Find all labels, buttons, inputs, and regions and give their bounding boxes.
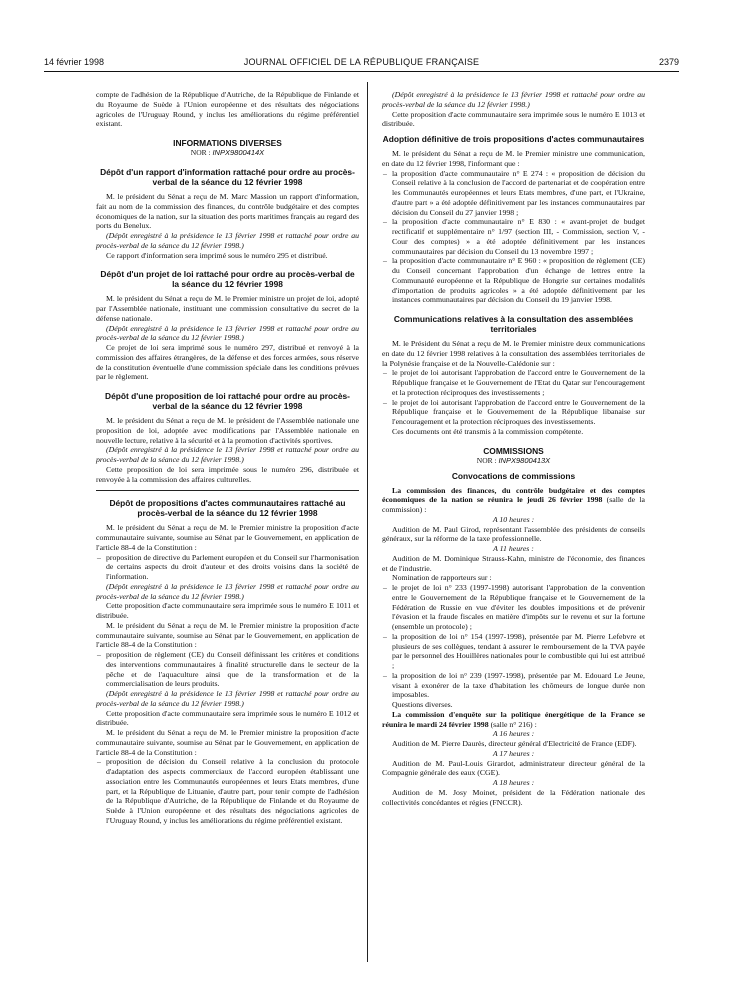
commission-finances-room: (salle de la commission) : bbox=[382, 495, 645, 514]
rapport-paragraph: M. le président du Sénat a reçu de M. Marc Massion un rapport d'information, fait au nom de la commission des finances, du contrôle budgétaire et des comptes économiques de la nation, sur la situation des ports maritimes français au regard des ports du Benelux. bbox=[96, 192, 359, 231]
acte-2-depot-note: (Dépôt enregistré à la présidence le 13 février 1998 et rattaché pour ordre au procès-verbal de la séance du 12 février 1998.) bbox=[96, 689, 359, 708]
column-divider bbox=[367, 82, 368, 962]
nor-code: INPX9800413X bbox=[498, 455, 551, 465]
page-number: 2379 bbox=[658, 57, 679, 67]
audition-17: Audition de M. Paul-Louis Girardot, administrateur directeur général de la Compagnie générale des eaux (CGE). bbox=[382, 758, 645, 778]
projet-loi-depot-note: (Dépôt enregistré à la présidence le 13 février 1998 et rattaché pour ordre au procès-verbal de la séance du 12 février 1998.) bbox=[96, 323, 359, 343]
list-item: – proposition de règlement (CE) du Conseil définissant les critères et conditions des interventions communautaires à finalité structurelle dans le secteur de la pêche et de l'aquaculture ainsi que de la transformation et de la commercialisation de leurs produits. bbox=[96, 650, 359, 689]
commission-finances-paragraph bbox=[382, 486, 645, 515]
list-item: – le projet de loi n° 233 (1997-1998) autorisant l'approbation de la convention entre le Gouvernement de la République française et le Gouvernement de la Fédération de Russie en vue d'éviter les doubles impositions et de prévenir l'évasion et la fraude fiscales en matière d'impôts sur le revenu et sur la fortune (ensemble un protocole) ; bbox=[382, 583, 645, 632]
header-date: 14 février 1998 bbox=[44, 57, 105, 67]
projet-loi-heading: Dépôt d'un projet de loi rattaché pour ordre au procès-verbal de la séance du 12 février 1998 bbox=[100, 269, 355, 290]
audition-18: Audition de M. Josy Moinet, président de la Fédération nationale des collectivités concédantes et régies (FNCCR). bbox=[382, 787, 645, 807]
acte-2-list bbox=[96, 650, 359, 689]
adoption-paragraph: M. le président du Sénat a reçu de M. le Premier ministre une communication, en date du 12 février 1998, l'informant que : bbox=[382, 149, 645, 168]
time-10: A 10 heures : bbox=[492, 514, 535, 524]
left-column bbox=[96, 90, 359, 826]
time-11: A 11 heures : bbox=[493, 544, 534, 553]
section-separator bbox=[96, 490, 359, 491]
list-item: – la proposition de loi n° 239 (1997-1998), présentée par M. Edouard Le Jeune, visant à exonérer de la taxe d'habitation les chômeurs de longue durée non imposables. bbox=[382, 671, 645, 700]
commission-enquete-room: (salle n° 216) : bbox=[490, 719, 537, 729]
actes-communautaires-heading: Dépôt de propositions d'actes communautaires rattaché au procès-verbal de la séance du 12 février 1998 bbox=[109, 498, 346, 519]
list-item: – proposition de décision du Conseil relative à la conclusion du protocole d'adaptation des aspects commerciaux de l'accord européen établissant une association entre les Communautés européennes et leurs Etats membres, d'une part, et la République de Lituanie, d'autre part, pour tenir compte de l'adhésion de la République d'Autriche, de la République de Finlande et du Royaume de Suède à l'Union européenne et des résultats des négociations agricoles de l'Uruguay Round, y inclus les améliorations du régime préférentiel existant. bbox=[96, 757, 359, 825]
commission-finances-bold: La commission des finances, du contrôle budgétaire et des comptes économiques de la nation se réunira le jeudi 26 février 1998 bbox=[382, 485, 645, 505]
acte-1-print-note: Cette proposition d'acte communautaire sera imprimée sous le numéro E 1011 et distribuée. bbox=[96, 601, 359, 620]
commission-enquete-bold: La commission d'enquête sur la politique énergétique de la France se réunira le mardi 24 février 1998 bbox=[382, 709, 645, 729]
time-18: A 18 heures : bbox=[492, 778, 535, 787]
acte-1-paragraph: M. le président du Sénat a reçu de M. le Premier ministre la proposition d'acte communautaire suivante, soumise au Sénat par le Gouvernement, en application de l'article 88-4 de la Constitution : bbox=[96, 523, 359, 552]
nomination-list bbox=[382, 583, 645, 700]
adoption-heading: Adoption définitive de trois propositions d'actes communautaires bbox=[382, 134, 645, 144]
commissions-title: COMMISSIONS bbox=[483, 445, 544, 456]
projet-loi-paragraph: M. le président du Sénat a reçu de M. le Premier ministre un projet de loi, adopté par l'Assemblée nationale, instituant une commission consultative du secret de la défense nationale. bbox=[96, 294, 359, 323]
list-item: – le projet de loi autorisant l'approbation de l'accord entre le Gouvernement de la République française et le Gouvernement de l'Etat du Qatar sur l'encouragement et la protection réciproques des investissements ; bbox=[382, 368, 645, 397]
acte-1-list bbox=[96, 553, 359, 582]
communications-heading: Communications relatives à la consultation des assemblées territoriales bbox=[393, 314, 634, 334]
proposition-loi-heading: Dépôt d'une proposition de loi rattaché pour ordre au procès-verbal de la séance du 12 février 1998 bbox=[105, 391, 350, 411]
acte-3-paragraph: M. le président du Sénat a reçu de M. le Premier ministre la proposition d'acte communautaire suivante, soumise au Sénat par le Gouvernement, en application de l'article 88-4 de la Constitution : bbox=[96, 728, 359, 757]
acte-1-depot-note: (Dépôt enregistré à la présidence le 13 février 1998 et rattaché pour ordre au procès-verbal de la séance du 12 février 1998.) bbox=[96, 581, 359, 601]
time-16: A 16 heures : bbox=[492, 729, 535, 739]
list-item: – proposition de directive du Parlement européen et du Conseil sur l'harmonisation de certains aspects du droit d'auteur et des droits voisins dans la société de l'information. bbox=[96, 553, 359, 582]
rapport-heading: Dépôt d'un rapport d'information rattaché pour ordre au procès-verbal de la séance du 12 février 1998 bbox=[100, 167, 355, 187]
right-column bbox=[382, 90, 645, 807]
commissions-nor bbox=[382, 456, 645, 466]
audition-10: Audition de M. Paul Girod, représentant l'assemblée des présidents de conseils généraux, sur la réforme de la taxe professionnelle. bbox=[382, 524, 645, 544]
acte-3-print-note: Cette proposition d'acte communautaire sera imprimée sous le numéro E 1013 et distribuée. bbox=[382, 109, 645, 129]
questions-diverses: Questions diverses. bbox=[392, 700, 453, 709]
adoption-list bbox=[382, 169, 645, 306]
list-item: – la proposition d'acte communautaire n° E 274 : « proposition de décision du Conseil relative à la conclusion de l'accord de partenariat et de coopération entre les Communautés européennes et leurs Etats membres, d'une part, et l'Ukraine, d'autre part » a été adoptée définitivement par les instances communautaires par décision du Conseil du 27 janvier 1998 ; bbox=[382, 169, 645, 218]
audition-11: Audition de M. Dominique Strauss-Kahn, ministre de l'économie, des finances et de l'industrie. bbox=[382, 553, 645, 573]
acte-2-paragraph: M. le président du Sénat a reçu de M. le Premier ministre la proposition d'acte communautaire suivante, soumise au Sénat par le Gouvernement, en application de l'article 88-4 de la Constitution : bbox=[96, 620, 359, 650]
projet-loi-print-note: Ce projet de loi sera imprimé sous le numéro 297, distribué et renvoyé à la commission des affaires étrangères, de la défense et des forces armées, sous réserve de la constitution éventuelle d'une commission spéciale dans les conditions prévues par le règlement. bbox=[96, 343, 359, 382]
acte-3-depot-note: (Dépôt enregistré à la présidence le 13 février 1998 et rattaché pour ordre au procès-verbal de la séance du 12 février 1998.) bbox=[382, 90, 645, 109]
audition-16: Audition de M. Pierre Daurès, directeur général d'Electricité de France (EDF). bbox=[392, 739, 637, 748]
communications-list bbox=[382, 368, 645, 427]
list-item: – la proposition de loi n° 154 (1997-1998), présentée par M. Pierre Lefebvre et plusieurs de ses collègues, tendant à assurer le remboursement de la TVA payée par le personnel des Houillères nationales pour le combustible qui lui est attribué ; bbox=[382, 632, 645, 671]
communications-note: Ces documents ont été transmis à la commission compétente. bbox=[392, 426, 584, 436]
proposition-loi-paragraph: M. le président du Sénat a reçu de M. le président de l'Assemblée nationale une proposition de loi, adoptée avec modifications par l'Assemblée nationale en nouvelle lecture, relative à la sécurité et à la promotion d'activités sportives. bbox=[96, 416, 359, 445]
nor-label: NOR : bbox=[476, 455, 497, 465]
page-header bbox=[44, 57, 679, 72]
communications-paragraph: M. le Président du Sénat a reçu de M. le Premier ministre deux communications en date du 12 février 1998 relatives à la consultation des assemblées territoriales de la Polynésie française et de la Nouvelle-Calédonie sur : bbox=[382, 339, 645, 368]
nor-code: INPX9800414X bbox=[212, 148, 265, 157]
commission-enquete-paragraph bbox=[382, 710, 645, 730]
acte-3-list bbox=[96, 757, 359, 825]
proposition-loi-print-note: Cette proposition de loi sera imprimée sous le numéro 296, distribuée et renvoyée à la commission des affaires culturelles. bbox=[96, 464, 359, 484]
acte-2-print-note: Cette proposition d'acte communautaire sera imprimée sous le numéro E 1012 et distribuée. bbox=[96, 708, 359, 728]
nomination-paragraph: Nomination de rapporteurs sur : bbox=[392, 573, 492, 583]
continued-paragraph: compte de l'adhésion de la République d'Autriche, de la République de Finlande et du Royaume de Suède à l'Union européenne et des résultats des négociations agricoles de l'Uruguay Round, y inclus les améliorations du régime préférentiel existant. bbox=[96, 90, 359, 129]
time-17: A 17 heures : bbox=[492, 748, 535, 758]
convocations-heading: Convocations de commissions bbox=[451, 470, 576, 481]
proposition-loi-depot-note: (Dépôt enregistré à la présidence le 13 février 1998 et rattaché pour ordre au procès-verbal de la séance du 12 février 1998.) bbox=[96, 445, 359, 464]
journal-title: JOURNAL OFFICIEL DE LA RÉPUBLIQUE FRANÇAISE bbox=[243, 57, 480, 67]
info-diverses-title: INFORMATIONS DIVERSES bbox=[173, 138, 282, 148]
nor-label: NOR : bbox=[190, 148, 211, 157]
list-item: – la proposition d'acte communautaire n° E 830 : « avant-projet de budget rectificatif et supplémentaire n° 1/97 (section III, - Commission, section V, - Cour des comptes) » a été adoptée définitivement par les instances communautaires par décision du Conseil du 13 novembre 1997 ; bbox=[382, 217, 645, 256]
info-nor bbox=[96, 148, 359, 158]
list-item: – le projet de loi autorisant l'approbation de l'accord entre le Gouvernement de la République française et le Gouvernement de la République libanaise sur l'encouragement et la protection réciproques des investissements. bbox=[382, 398, 645, 427]
rapport-depot-note: (Dépôt enregistré à la présidence le 13 février 1998 et rattaché pour ordre au procès-verbal de la séance du 12 février 1998.) bbox=[96, 231, 359, 250]
list-item: – la proposition d'acte communautaire n° E 960 : « proposition de règlement (CE) du Conseil concernant l'approbation d'un échange de lettres entre la Communauté européenne et la République de Hongrie sur certaines modalités d'importation de produits agricoles » a été adoptée définitivement par les instances communautaires par décision du Conseil du 19 janvier 1998. bbox=[382, 256, 645, 305]
rapport-print-note: Ce rapport d'information sera imprimé sous le numéro 295 et distribué. bbox=[106, 250, 328, 260]
